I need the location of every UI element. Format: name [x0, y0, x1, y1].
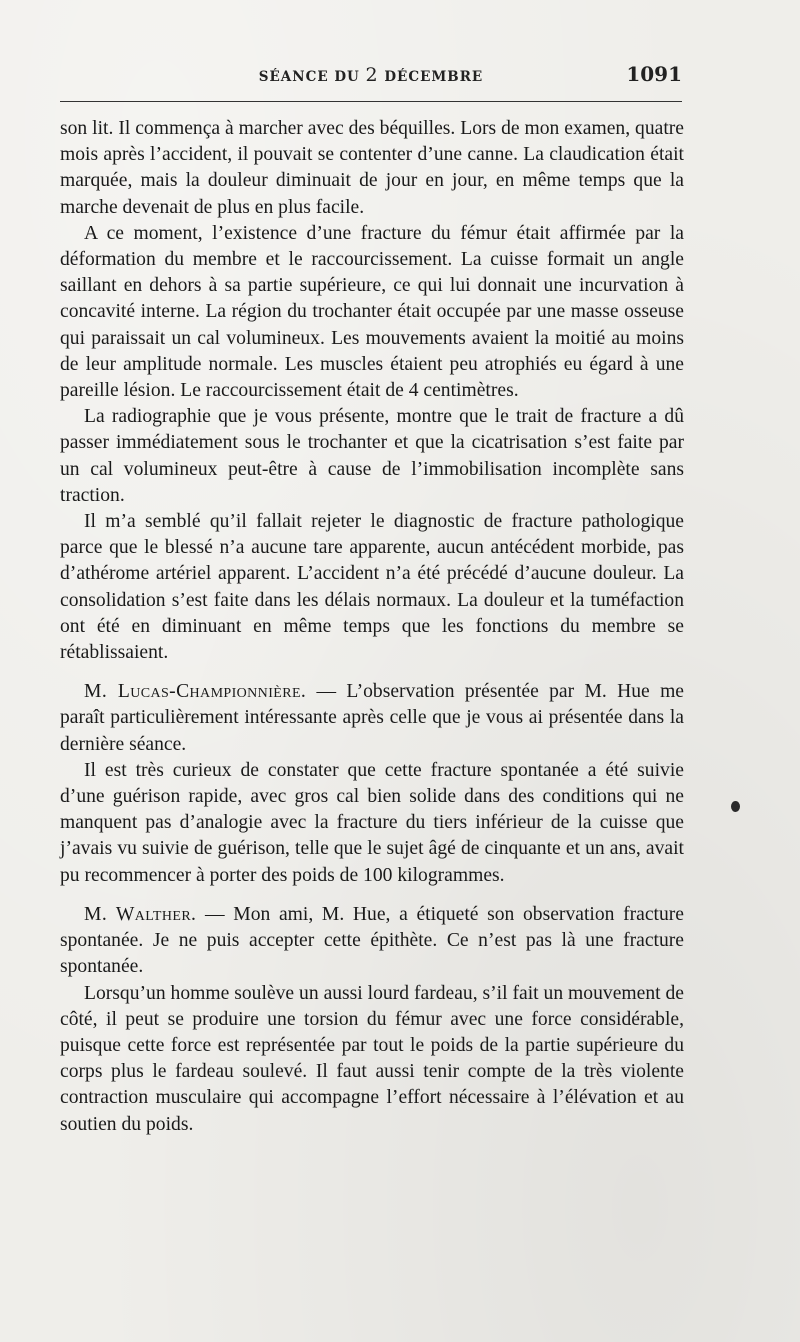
paragraph-8: Lorsqu’un homme soulève un aussi lourd fardeau, s’il fait un mouvement de côté, il peut se produire une torsion du fémur avec une force considérable, puisque cette force est représentée par tout le poids de la partie supérieure du corps plus le fardeau soulevé. Il faut aussi tenir compte de la très violente contraction musculaire qui accompagne l’effort nécessaire à l’élévation et au soutien du poids. [60, 982, 684, 1135]
running-header [60, 64, 682, 88]
paragraph-4: Il m’a semblé qu’il fallait rejeter le diagnostic de fracture pathologique parce que le blessé n’a aucune tare apparente, aucun antécédent morbide, pas d’athérome artériel apparent. L’accident n’a été précédé d’aucune douleur. La consolidation s’est faite dans les délais normaux. La douleur et la tuméfaction ont été en diminuant en même temps que les fonctions du membre se rétablissaient. [60, 511, 684, 664]
paragraph-3: La radiographie que je vous présente, montre que le trait de fracture a dû passer immédiatement sous le trochanter et que la cicatrisation s’est faite par un cal volumineux peut-être à cause de l’immobilisation incomplète sans traction. [60, 406, 684, 506]
speaker-lucas-championniere: M. Lucas-Championnière. [84, 681, 307, 703]
margin-ink-dot [731, 801, 740, 812]
paragraph-2: A ce moment, l’existence d’une fracture du fémur était affirmée par la déformation du membre et le raccourcissement. La cuisse formait un angle saillant en dehors à sa partie supérieure, ce qui lui donnait une incurvation à concavité interne. La région du trochanter était occupée par une masse osseuse qui paraissait un cal volumineux. Les mouvements avaient la moitié au moins de leur amplitude normale. Les muscles étaient peu atrophiés eu égard à une pareille lésion. Le raccourcissement était de 4 centimètres. [60, 222, 684, 402]
paragraph-7 [60, 902, 684, 981]
running-title [60, 64, 682, 86]
paragraph-1: son lit. Il commença à marcher avec des béquilles. Lors de mon examen, quatre mois après l’accident, il pouvait se contenter d’une canne. La claudication était marquée, mais la douleur diminuait de jour en jour, en même temps que la marche devenait de plus en plus facile. [60, 118, 684, 218]
running-title-day: 2 [365, 64, 379, 86]
page-number: 1091 [626, 62, 682, 86]
paragraph-5 [60, 679, 684, 758]
header-rule [60, 101, 682, 102]
speaker-walther: M. Walther. [84, 903, 197, 925]
running-title-part1: SÉANCE DU [258, 69, 366, 85]
paragraph-6: Il est très curieux de constater que cette fracture spontanée a été suivie d’une guérison rapide, avec gros cal bien solide dans des conditions qui ne manquent pas d’analogie avec la fracture du tiers inférieur de la cuisse que j’avais vu suivie de guérison, telle que le sujet âgé de cinquante et un ans, avait pu recommencer à porter des poids de 100 kilogrammes. [60, 759, 684, 886]
paragraph-7-text: — Mon ami, M. Hue, a étiqueté son observation fracture spontanée. Je ne puis accepter cette épithète. Ce n’est pas là une fracture spontanée. [60, 903, 684, 978]
running-title-part2: DÉCEMBRE [378, 69, 484, 85]
paragraph-5-text: — L’observation présentée par M. Hue me paraît particulièrement intéressante après celle que je vous ai présentée dans la dernière séance. [60, 681, 685, 755]
body-text [60, 116, 684, 1138]
